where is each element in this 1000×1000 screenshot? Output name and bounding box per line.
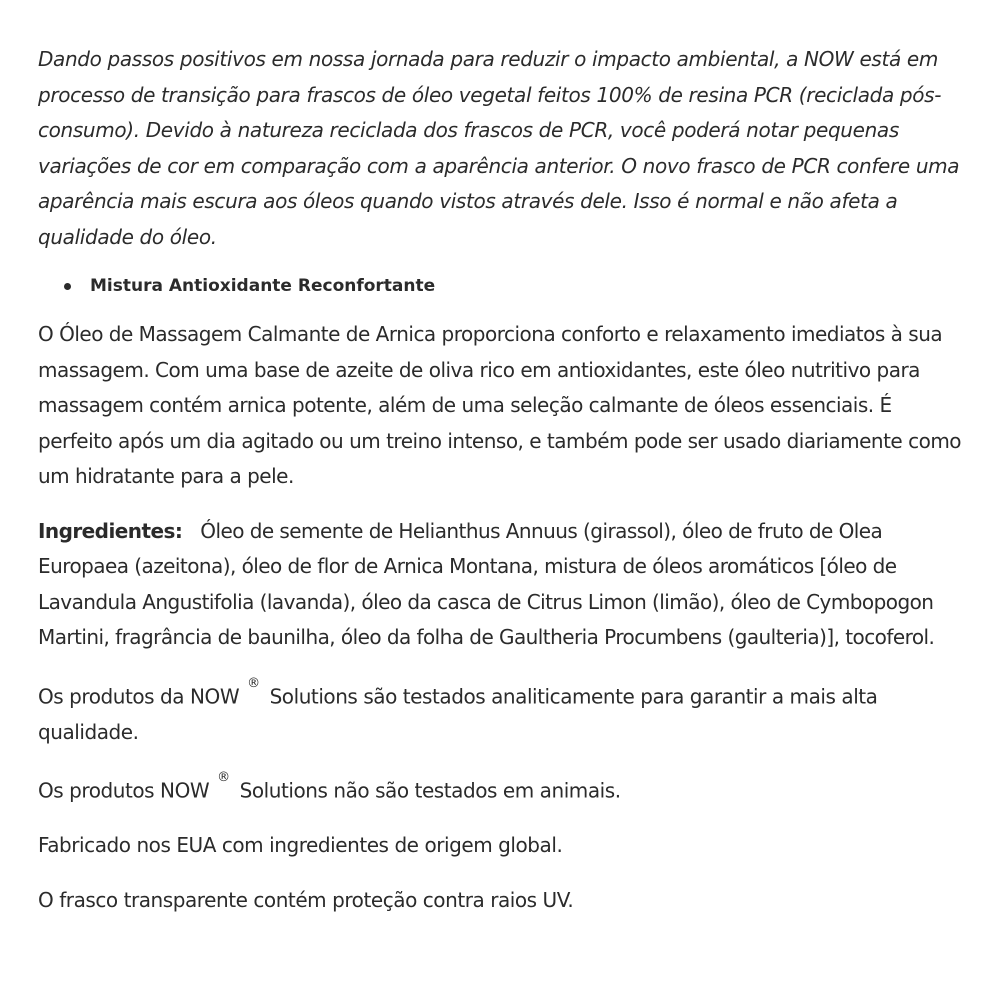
ingredients-list: Óleo de semente de Helianthus Annuus (girassol), óleo de fruto de Olea Europaea (azeitona), óleo de flor de Arnica Montana, mistura de óleos aromáticos [óleo de Lavandula Angustifolia (lavanda), óleo da casca de Citrus Limon (limão), óleo de Cymbopogon Martini, fragrância de baunilha, óleo da folha de Gaultheria Procumbens (gaulteria)], tocoferol. — [38, 518, 935, 649]
registered-mark: ® — [247, 675, 260, 691]
feature-label: Mistura Antioxidante Reconfortante — [90, 276, 436, 296]
uv-protection-statement: O frasco transparente contém proteção contra raios UV. — [38, 887, 574, 912]
animals-text-start: Os produtos NOW — [38, 778, 210, 803]
animals-text-end: Solutions não são testados em animais. — [239, 778, 621, 803]
bullet-icon — [64, 283, 71, 290]
quality-text-end: Solutions são testados analiticamente para garantir a mais alta qualidade. — [38, 684, 878, 744]
quality-text-start: Os produtos da NOW — [38, 684, 240, 709]
pcr-bottle-notice: Dando passos positivos em nossa jornada para reduzir o impacto ambiental, a NOW está em processo de transição para frascos de óleo vegetal feitos 100% de resina PCR (reciclada pós-consumo). Devido à natureza reciclada dos frascos de PCR, você poderá notar pequenas variações de cor em comparação com a aparência anterior. O novo frasco de PCR confere uma aparência mais escura aos óleos quando vistos através dele. Isso é normal e não afeta a qualidade do óleo. — [38, 47, 960, 249]
feature-list — [38, 271, 968, 301]
cruelty-free-statement — [38, 769, 968, 809]
registered-mark: ® — [217, 770, 230, 786]
origin-statement: Fabricado nos EUA com ingredientes de origem global. — [38, 833, 563, 858]
ingredients-label: Ingredientes: — [38, 518, 183, 543]
quality-tested-statement — [38, 675, 968, 751]
product-summary: O Óleo de Massagem Calmante de Arnica proporciona conforto e relaxamento imediatos à sua massagem. Com uma base de azeite de oliva rico em antioxidantes, este óleo nutritivo para massagem contém arnica potente, além de uma seleção calmante de óleos essenciais. É perfeito após um dia agitado ou um treino intenso, e também pode ser usado diariamente como um hidratante para a pele. — [38, 322, 962, 488]
list-item — [64, 271, 968, 301]
ingredients-paragraph — [38, 514, 968, 656]
product-description — [38, 42, 968, 918]
